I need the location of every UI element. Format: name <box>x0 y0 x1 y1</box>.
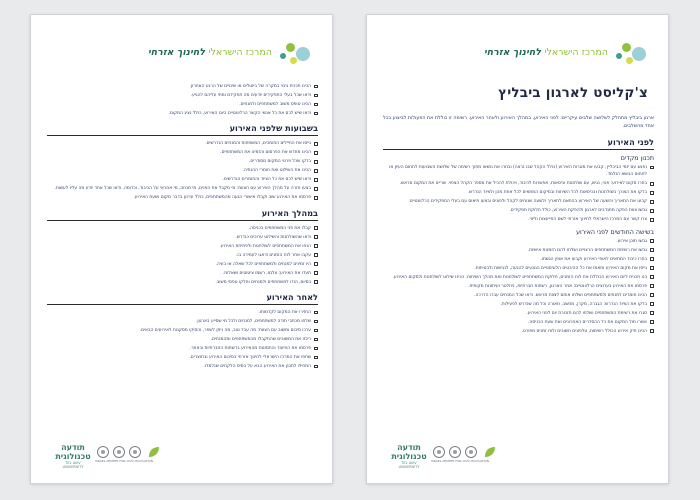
section-heading-before-event: לפני האירוע <box>383 137 654 150</box>
checklist-item: פרסמו את התיעוד והתמונות מהאירוע ברשתות החברתיות ובאתר. <box>47 345 318 352</box>
checklist-item: צרו קשר עם המרכז הישראלי לחינוך אזרחי לשם התייעצות וליווי. <box>383 216 654 223</box>
checkbox[interactable] <box>314 329 318 333</box>
page-1-content <box>383 85 654 337</box>
checklist-item: גבשו תוכן אירוע. <box>383 238 654 245</box>
checkbox[interactable] <box>650 166 654 170</box>
checklist-item: ריכזו את המשובים שהתקבלו מהמשתתפים ומהמנחים. <box>47 336 318 343</box>
checklist-item: ודאו שכל בעלי התפקידים יודעים מה תפקידם ומתי עליהם להגיע. <box>47 92 318 99</box>
checklist-item: הכינו תיק אירוע הכולל רשימות, טלפונים חשובים ולוח זמנים מפורט. <box>383 328 654 335</box>
checklist-item: ערכו סיכום ומשוב עם הצוות: מה עבד טוב, מה ניתן לשפר, והסיקו מסקנות לאירועים הבאים. <box>47 327 318 334</box>
tele-logo: תודעה טכנולוגית TEL AVIV UNIVERSITY <box>55 443 91 469</box>
checkbox[interactable] <box>314 160 318 164</box>
checkbox[interactable] <box>314 356 318 360</box>
seal-icon <box>433 446 445 458</box>
checklist-item: אשרו מול המקום את כל ההסדרים האחרונים ואת שעת הכניסה. <box>383 319 654 326</box>
subheading-six-months: בשישה החודשים לפני האירוע <box>576 228 654 236</box>
checkbox[interactable] <box>314 365 318 369</box>
checklist-item: נפגש עם יזמי הביבליץ, קבעו את מטרות האירוע (כולל הקהל שבו נרצה) ובחרו את נושאו מתוך רשימה של שלושת השבועות לתחום העיון או לתחום הנושא הנלמד. <box>383 164 654 179</box>
checklist-item: גייסו את מקום האירוע ותאמו את כל ההיבטים הלוגיסטיים הנוגעים להגעה, לנגישות ולבטיחות. <box>383 265 654 272</box>
checkbox[interactable] <box>314 347 318 351</box>
checklist-item: קבעו את התאריך והשעה של האירוע בהתאם לתאריך ולשעה שנוחים לקהל ולפונים ובצעו תיאום עם בעלי התפקידים הרלוונטיים. <box>383 198 654 205</box>
checklist-item: הכינו מחדש את הפרסום והזמינו את המשתתפים. <box>47 149 318 156</box>
checklist-item: בחרו מקום לאירוע: פנוי, נגיש, עם שולחנות וכיסאות, אפשרות לכיבוד, ויכולת להכיל את מספר הקהל הצפוי. שריינו את המקום מראש. <box>383 180 654 187</box>
checkbox[interactable] <box>314 178 318 182</box>
checklist-item: גבשו את רשימת המשתתפים הרצויים ושלחו להם הזמנות אישיות. <box>383 247 654 254</box>
checkbox[interactable] <box>314 187 318 191</box>
logo-dot <box>622 43 631 52</box>
seal-icon <box>97 446 109 458</box>
checklist-during-event <box>47 225 318 286</box>
footer-caption: ISRAEL CENTER FOR CIVIC EDUCATION <box>431 459 490 463</box>
checklist-item: בסיום, הודו למשתתפים ולמנחים וחלקו טפסי משוב. <box>47 279 318 286</box>
checkbox[interactable] <box>650 329 654 333</box>
checklist-item: בדקו את הצורך בשולחנות ובכיסאות לכל השיחות ובמיקום המתאים לכל אחת מהן ולציוד הנדרש. <box>383 189 654 196</box>
checklist-item: בצעו חזרה על מהלך האירוע עם הצוות: מי מקבל את הפנים, מי מנחה, מי אחראי על הכיבוד, וכדומה. ודאו שכל אחד יודע מה עליו לעשות. <box>47 185 318 192</box>
checkbox[interactable] <box>314 151 318 155</box>
checklist-item: הכינו טופס משוב למשתתפים ולמנחים. <box>47 101 318 108</box>
logo-wordmark: המרכז הישראלי לחינוך אזרחי <box>483 47 608 58</box>
checkbox[interactable] <box>650 182 654 186</box>
checklist-item: בנו תכנית ליום האירוע הכוללת את לוח הזמנים, חלוקת המשתתפים לשולחנות ואת מהלך השיחות. הכינו שילוט לשולחנות ולמקום האירוע. <box>383 274 654 281</box>
checkbox[interactable] <box>650 311 654 315</box>
checkbox[interactable] <box>314 271 318 275</box>
checkbox[interactable] <box>650 320 654 324</box>
checklist-item: הכינו תכנית גיבוי במקרה של ביטולים או שינויים של הרגע האחרון. <box>47 83 318 90</box>
checkbox[interactable] <box>650 275 654 279</box>
checkbox[interactable] <box>650 257 654 261</box>
checklist-advance-planning <box>383 164 654 224</box>
section-heading-weeks-before: בשבועות שלפני האירוע <box>47 123 318 136</box>
leaf-icon <box>147 445 161 459</box>
checklist-item: הכינו חומרים למנחים ולמשתתפים ושלחו אותם לצוות מראש. ודאו שכל המנחים עברו הדרכה. <box>383 292 654 299</box>
checklist-item: עקבו אחר לוח הזמנים ודאגו לעמידה בו. <box>47 252 318 259</box>
checkbox[interactable] <box>650 293 654 297</box>
leaf-icon <box>483 445 497 459</box>
checklist-item: גייסו את החיילים התומכים, המשפחות והמנחים הנדרשים. <box>47 140 318 147</box>
checkbox[interactable] <box>314 226 318 230</box>
checkbox[interactable] <box>314 311 318 315</box>
checklist-item: קבלו את פני המשתתפים בכניסה. <box>47 225 318 232</box>
checkbox[interactable] <box>314 244 318 248</box>
subheading-advance-planning: תכנון מקדים <box>620 155 654 162</box>
checkbox[interactable] <box>314 280 318 284</box>
checklist-item: ודאו שהשולחנות והשילוט ערוכים כנדרש. <box>47 234 318 241</box>
checklist-six-months <box>383 238 654 335</box>
checkbox[interactable] <box>650 248 654 252</box>
checklist-item: גבשו צוות הפקה מתנדבים לארגון ולהפקת האירוע, כולל חלוקת תפקידים. <box>383 207 654 214</box>
section-heading-during-event: במהלך האירוע <box>47 208 318 221</box>
civic-education-logo <box>483 43 646 69</box>
logo-wordmark: המרכז הישראלי לחינוך אזרחי <box>147 47 272 58</box>
checklist-item: שלחו מכתבי תודה למשתתפים, למנחים ולכל מי שסייע בארגון. <box>47 318 318 325</box>
checkbox[interactable] <box>314 235 318 239</box>
logo-dot <box>290 57 297 64</box>
logo-dot <box>280 53 286 59</box>
checklist-item: שתפו את המרכז הישראלי לחינוך אזרחי בסיכום האירוע ובתוצרים. <box>47 354 318 361</box>
logo-dot <box>616 53 622 59</box>
checklist-item: החזירו את המקום לקדמותו. <box>47 309 318 316</box>
checkbox[interactable] <box>314 142 318 146</box>
checklist-item: בדקו שכל פרטי המקום מסודרים. <box>47 158 318 165</box>
logo-dot <box>626 57 633 64</box>
checklist-item: היו זמינים למנחים ולמשתתפים לכל שאלה או בעיה. <box>47 261 318 268</box>
checkbox[interactable] <box>650 239 654 243</box>
document-title: צ'קליסט לארגון ביבליץ <box>498 85 648 101</box>
seal-icon <box>465 446 477 458</box>
checkbox[interactable] <box>650 191 654 195</box>
checklist-item: בחרו כיבוד המתאים לאופי האירוע וקבעו את אופן הגשתו. <box>383 256 654 263</box>
page-footer-logos <box>55 443 205 469</box>
checkbox[interactable] <box>314 169 318 173</box>
checklist-item: פרסמו את האירוע בערוצים הרלוונטיים: אתר הארגון, רשתות חברתיות, ניוזלטר ועיתונות מקומית. <box>383 283 654 290</box>
checkbox[interactable] <box>314 262 318 266</box>
page-footer-logos <box>391 443 541 469</box>
intro-paragraph: ארגון ביבליץ מתחלק לשלושה שלבים עיקריים: לפני האירוע, במהלך האירוע ולאחר האירוע. רשימה זו כוללת את הפעולות לביצוע בכל אחד מהשלבים. <box>383 116 654 129</box>
tele-logo: תודעה טכנולוגית TEL AVIV UNIVERSITY <box>391 443 427 469</box>
checklist-item: ודאו שיש לכם את כל אנשי הקשר הרלוונטיים ביום האירוע, כולל נציג המקום. <box>47 110 318 117</box>
civic-education-logo <box>147 43 310 69</box>
document-page-1 <box>366 14 669 484</box>
checkbox[interactable] <box>650 218 654 222</box>
checkbox[interactable] <box>314 103 318 107</box>
checklist-item: סגרו את רשימת המשתתפים ושלחו להם תזכורת יום לפני האירוע. <box>383 310 654 317</box>
checklist-item: ודאו שיש לכם את כל הציוד והחומרים הנדרשים. <box>47 176 318 183</box>
checklist-item: הנחו את המשתתפים לשולחנות ולפתיחת האירוע. <box>47 243 318 250</box>
logo-dot <box>286 43 295 52</box>
checkbox[interactable] <box>650 200 654 204</box>
seal-icon <box>129 446 141 458</box>
logo-dot <box>632 47 646 61</box>
checklist-item: תעדו את האירוע: צלמו, רשמו ציטוטים ושאלות. <box>47 270 318 277</box>
page-2-content <box>47 83 318 372</box>
checkbox[interactable] <box>314 94 318 98</box>
checklist-continued <box>47 83 318 117</box>
section-heading-after-event: לאחר האירוע <box>47 292 318 305</box>
checkbox[interactable] <box>314 112 318 116</box>
checkbox[interactable] <box>650 302 654 306</box>
seal-icon <box>113 446 125 458</box>
checkbox[interactable] <box>650 284 654 288</box>
checkbox[interactable] <box>650 266 654 270</box>
checklist-weeks-before <box>47 140 318 201</box>
checklist-after-event <box>47 309 318 370</box>
checkbox[interactable] <box>314 320 318 324</box>
seal-icon <box>449 446 461 458</box>
checkbox[interactable] <box>314 85 318 89</box>
logo-dot <box>296 47 310 61</box>
checkbox[interactable] <box>314 196 318 200</box>
checklist-item: התחילו לתכנן את האירוע הבא על בסיס הלקחים שנלמדו. <box>47 363 318 370</box>
checklist-item: פרסמו את האירוע שוב וקבלו אישורי הגעה מהמשתתפים, כולל עדכון בדבר מקום ושעת האירוע. <box>47 194 318 201</box>
checkbox[interactable] <box>314 338 318 342</box>
checklist-item: הכינו את השילוט ואת חומרי ההנחיה. <box>47 167 318 174</box>
document-page-2 <box>30 14 333 484</box>
checklist-item: בדקו את הציוד הנדרש: הגברה, מקרן, מחשב, תאורה וכל מה שנדרש לפעילות. <box>383 301 654 308</box>
checkbox[interactable] <box>314 253 318 257</box>
checkbox[interactable] <box>650 209 654 213</box>
footer-caption: ISRAEL CENTER FOR CIVIC EDUCATION <box>95 459 154 463</box>
